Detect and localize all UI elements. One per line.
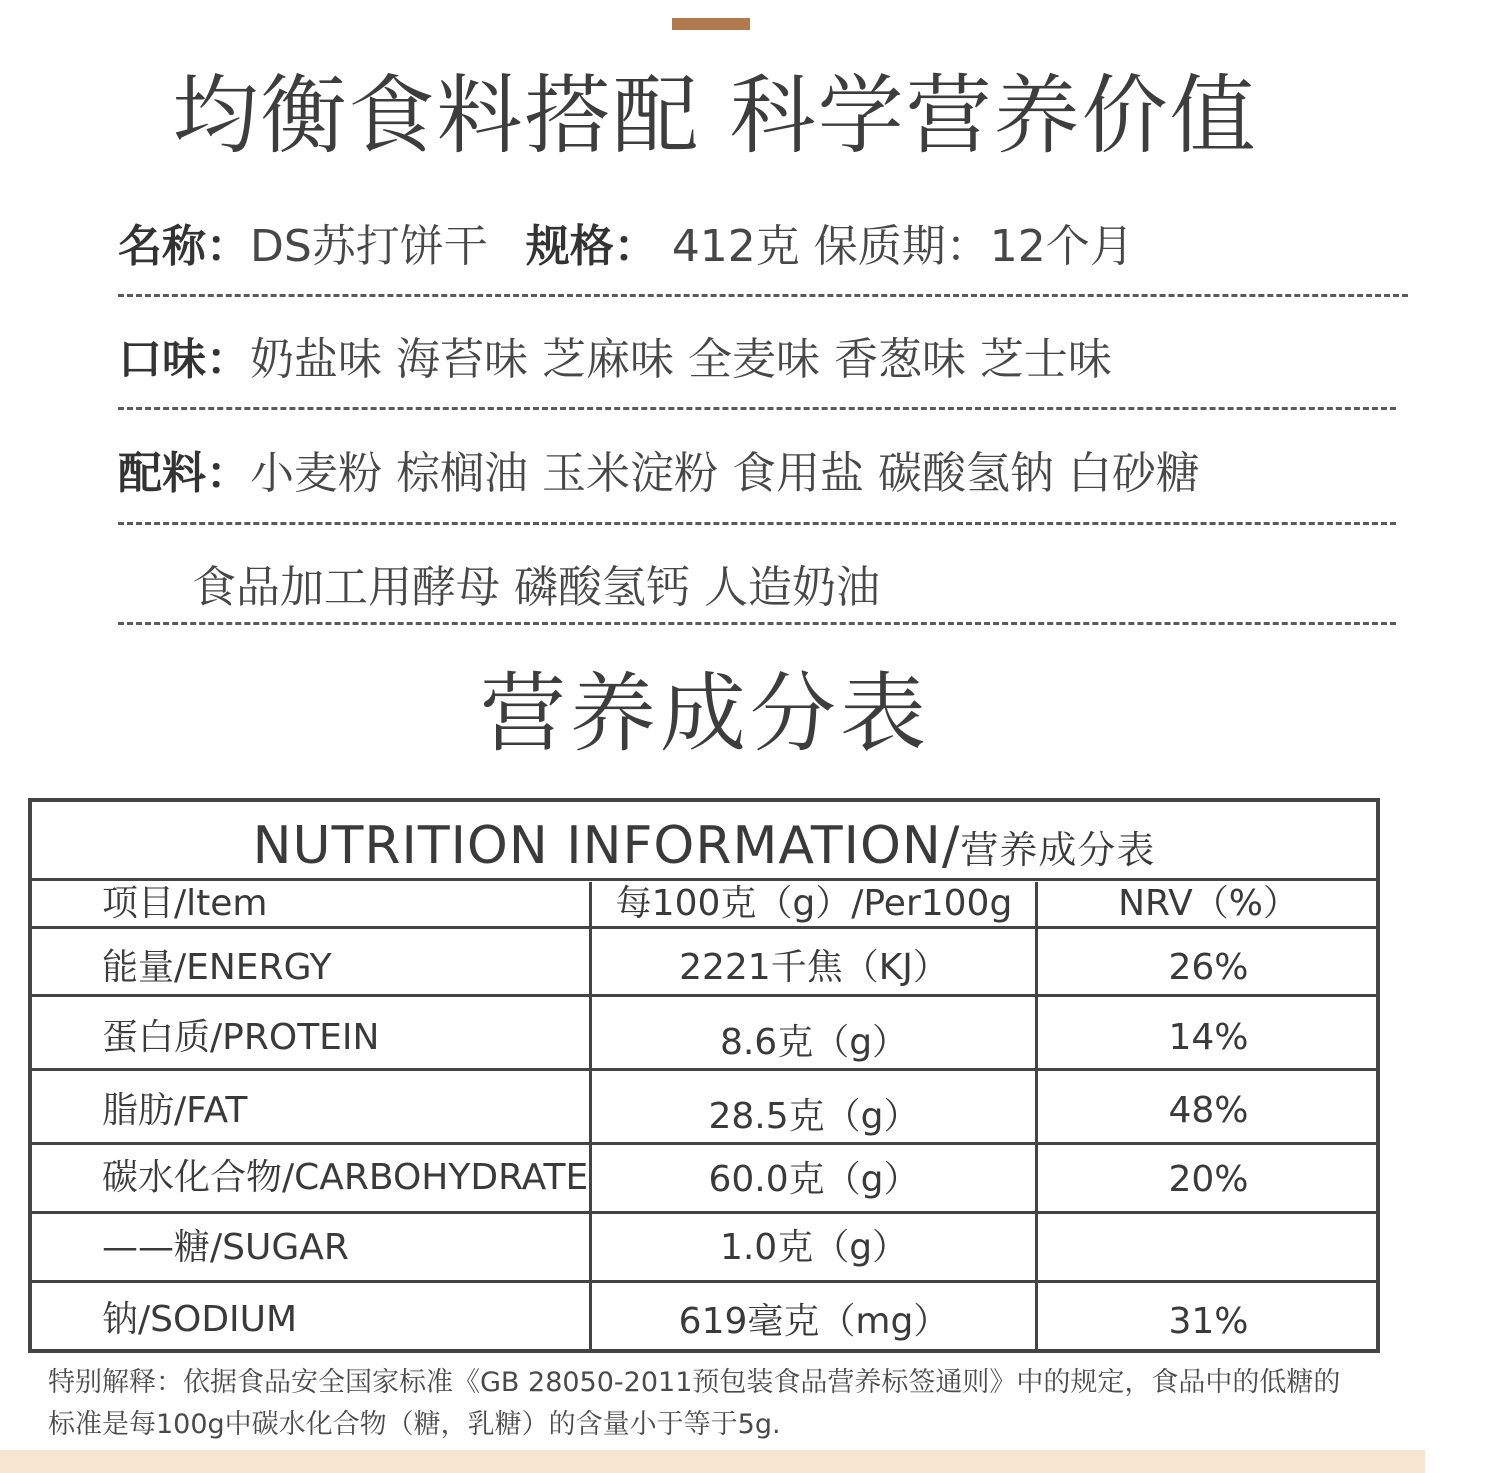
product-info-row xyxy=(118,219,1134,275)
nutrition-title-en: NUTRITION INFORMATION/ xyxy=(252,816,961,876)
flavor-label: 口味： xyxy=(118,334,250,385)
footnote-line-2: 标准是每100g中碳水化合物（糖，乳糖）的含量小于等于5g. xyxy=(48,1409,781,1440)
row-nrv: 20% xyxy=(1168,1159,1249,1200)
ingredient-line-1: 小麦粉 棕榈油 玉米淀粉 食用盐 碳酸氢钠 白砂糖 xyxy=(250,448,1200,499)
dashed-divider xyxy=(118,294,1408,297)
shelf-value: 12个月 xyxy=(989,221,1134,272)
row-nrv: 31% xyxy=(1168,1301,1249,1342)
row-item: 碳水化合物/CARBOHYDRATE xyxy=(102,1157,589,1198)
row-nrv: 26% xyxy=(1168,947,1249,988)
footnote xyxy=(48,1362,1408,1446)
spec-value: 412克 xyxy=(671,221,800,272)
table-rule xyxy=(32,1280,1376,1283)
shelf-label: 保质期： xyxy=(813,221,990,272)
table-rule xyxy=(32,1211,1376,1214)
header-nrv: NRV（%） xyxy=(1118,883,1299,924)
nutrition-title-cn: 营养成分表 xyxy=(960,828,1156,872)
table-rule xyxy=(32,926,1376,929)
header-per100: 每100克（g）/Per100g xyxy=(615,883,1013,924)
dashed-divider xyxy=(118,622,1396,625)
footnote-line-1: 特别解释：依据食品安全国家标准《GB 28050-2011预包装食品营养标签通则》中的规定，食品中的低糖的 xyxy=(48,1367,1341,1398)
dashed-divider xyxy=(118,522,1396,525)
row-per100: 8.6克（g） xyxy=(719,1022,909,1063)
row-item: 钠/SODIUM xyxy=(102,1299,298,1340)
accent-bar xyxy=(672,18,750,30)
row-per100: 2221千焦（KJ） xyxy=(679,947,949,988)
row-per100: 619毫克（mg） xyxy=(678,1301,950,1342)
row-nrv: 48% xyxy=(1168,1090,1249,1131)
nutrition-section-title: 营养成分表 xyxy=(480,664,930,764)
nutrition-table xyxy=(28,798,1380,1353)
ingredient-row xyxy=(118,446,1200,502)
row-item: 脂肪/FAT xyxy=(102,1090,248,1131)
ingredient-label: 配料： xyxy=(118,448,250,499)
table-rule xyxy=(32,1068,1376,1071)
row-item: 蛋白质/PROTEIN xyxy=(102,1017,380,1058)
row-item: ——糖/SUGAR xyxy=(102,1227,349,1268)
spec-label: 规格： xyxy=(525,221,658,272)
flavor-row xyxy=(118,332,1112,388)
table-rule xyxy=(32,878,1376,881)
header-item: 项目/ltem xyxy=(102,883,268,924)
nutrition-table-title xyxy=(32,812,1376,884)
row-per100: 60.0克（g） xyxy=(708,1159,920,1200)
row-per100: 28.5克（g） xyxy=(708,1096,920,1137)
name-label: 名称： xyxy=(118,221,250,272)
row-item: 能量/ENERGY xyxy=(102,947,332,988)
bottom-strip xyxy=(0,1450,1425,1473)
row-nrv: 14% xyxy=(1168,1017,1249,1058)
name-value: DS苏打饼干 xyxy=(250,221,488,272)
dashed-divider xyxy=(118,407,1396,410)
headline: 均衡食料搭配 科学营养价值 xyxy=(172,66,1258,166)
ingredient-line-2: 食品加工用酵母 磷酸氢钙 人造奶油 xyxy=(192,562,880,613)
flavor-value: 奶盐味 海苔味 芝麻味 全麦味 香葱味 芝士味 xyxy=(250,334,1112,385)
table-rule xyxy=(32,994,1376,997)
row-per100: 1.0克（g） xyxy=(719,1227,909,1268)
table-rule xyxy=(32,1142,1376,1145)
